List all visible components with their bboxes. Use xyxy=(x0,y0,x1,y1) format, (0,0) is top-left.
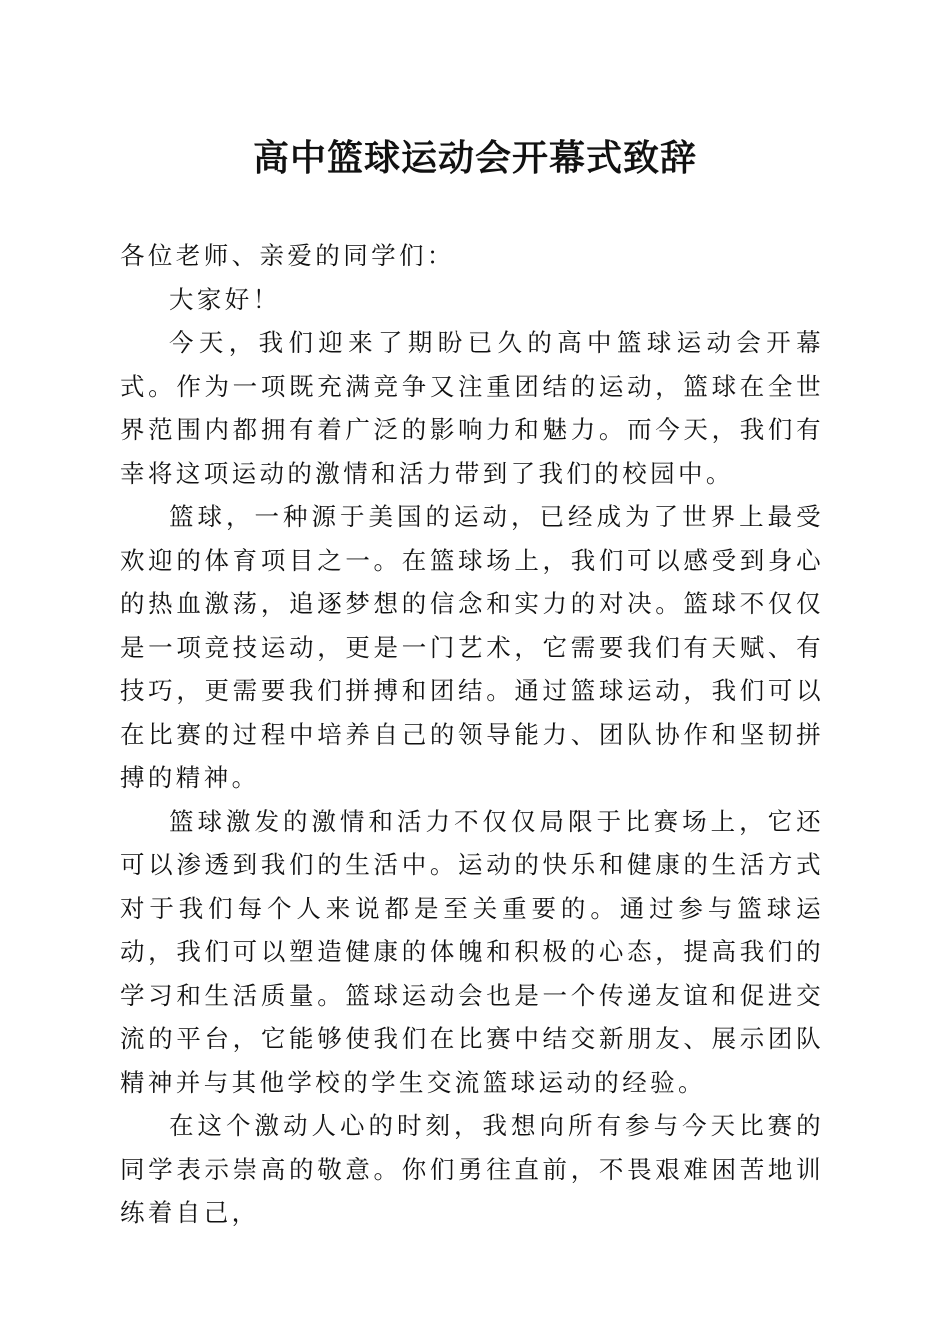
paragraph: 篮球，一种源于美国的运动，已经成为了世界上最受欢迎的体育项目之一。在篮球场上，我们可以感受到身心的热血激荡，追逐梦想的信念和实力的对决。篮球不仅仅是一项竞技运动，更是一门艺术，它需要我们有天赋、有技巧，更需要我们拼搏和团结。通过篮球运动，我们可以在比赛的过程中培养自己的领导能力、团队协作和坚韧拼搏的精神。 xyxy=(120,502,824,792)
paragraph: 在这个激动人心的时刻，我想向所有参与今天比赛的同学表示崇高的敬意。你们勇往直前，不畏艰难困苦地训练着自己， xyxy=(120,1111,824,1227)
salutation: 各位老师、亲爱的同学们： xyxy=(120,241,455,270)
paragraph: 今天，我们迎来了期盼已久的高中篮球运动会开幕式。作为一项既充满竞争又注重团结的运动，篮球在全世界范围内都拥有着广泛的影响力和魅力。而今天，我们有幸将这项运动的激情和活力带到了我们的校园中。 xyxy=(120,328,824,488)
document-title: 高中篮球运动会开幕式致辞 xyxy=(252,137,697,179)
greeting: 大家好！ xyxy=(169,284,281,314)
document-body xyxy=(120,234,824,1235)
paragraph: 篮球激发的激情和活力不仅仅局限于比赛场上，它还可以渗透到我们的生活中。运动的快乐和健康的生活方式对于我们每个人来说都是至关重要的。通过参与篮球运动，我们可以塑造健康的体魄和积极的心态，提高我们的学习和生活质量。篮球运动会也是一个传递友谊和促进交流的平台，它能够使我们在比赛中结交新朋友、展示团队精神并与其他学校的学生交流篮球运动的经验。 xyxy=(120,806,824,1097)
